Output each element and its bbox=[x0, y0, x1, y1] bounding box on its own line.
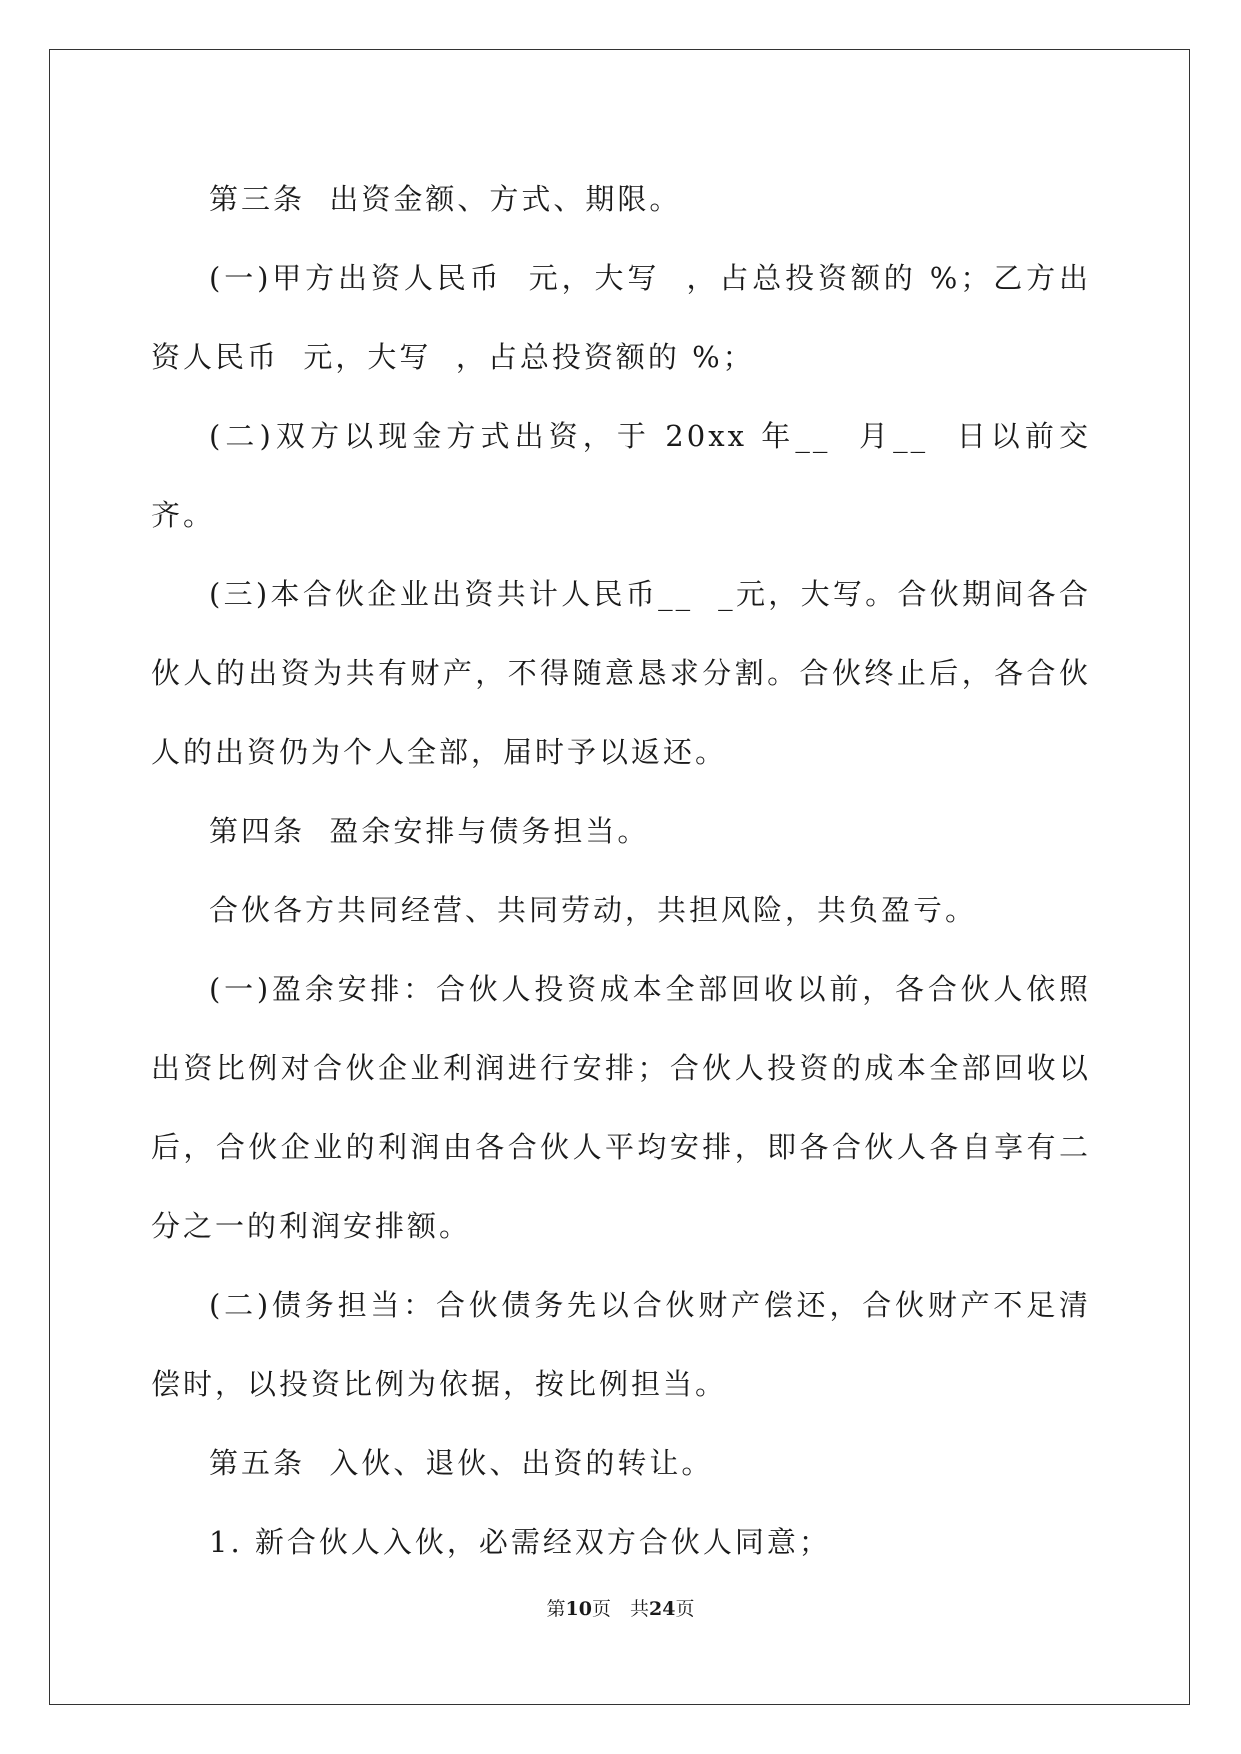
page-number: 10 bbox=[565, 1598, 592, 1620]
document-body bbox=[151, 160, 1091, 1582]
paragraph-article-5-heading: 第五条 入伙、退伙、出资的转让。 bbox=[209, 1446, 714, 1480]
paragraph-article-3-heading: 第三条 出资金额、方式、期限。 bbox=[209, 182, 682, 216]
paragraph-article-4-heading: 第四条 盈余安排与债务担当。 bbox=[209, 814, 650, 848]
paragraph-debt-liability: (二)债务担当：合伙债务先以合伙财产偿还，合伙财产不足清偿时，以投资比例为依据，按比例担当。 bbox=[151, 1288, 1091, 1401]
paragraph-cash-contribution: (二)双方以现金方式出资，于 20xx 年__ 月__ 日以前交齐。 bbox=[151, 419, 1091, 532]
paragraph-total-capital: (三)本合伙企业出资共计人民币__ _元，大写。合伙期间各合伙人的出资为共有财产，不得随意恳求分割。合伙终止后，各合伙人的出资仍为个人全部，届时予以返还。 bbox=[151, 577, 1091, 769]
footer-prefix: 第 bbox=[546, 1598, 566, 1620]
paragraph-capital-amounts: (一)甲方出资人民币 元，大写 ，占总投资额的 %；乙方出资人民币 元，大写 ，占总投资额的 %； bbox=[151, 261, 1091, 374]
paragraph-new-partner: 1. 新合伙人入伙，必需经双方合伙人同意； bbox=[209, 1525, 831, 1559]
paragraph-profit-distribution: (一)盈余安排：合伙人投资成本全部回收以前，各合伙人依照出资比例对合伙企业利润进行安排；合伙人投资的成本全部回收以后，合伙企业的利润由各合伙人平均安排，即各合伙人各自享有二分之一的利润安排额。 bbox=[151, 972, 1091, 1243]
footer-mid: 页 共 bbox=[591, 1598, 649, 1620]
page-footer bbox=[0, 1594, 1241, 1621]
paragraph-joint-operation: 合伙各方共同经营、共同劳动，共担风险，共负盈亏。 bbox=[209, 893, 978, 927]
total-pages: 24 bbox=[649, 1598, 676, 1620]
footer-suffix: 页 bbox=[675, 1598, 695, 1620]
